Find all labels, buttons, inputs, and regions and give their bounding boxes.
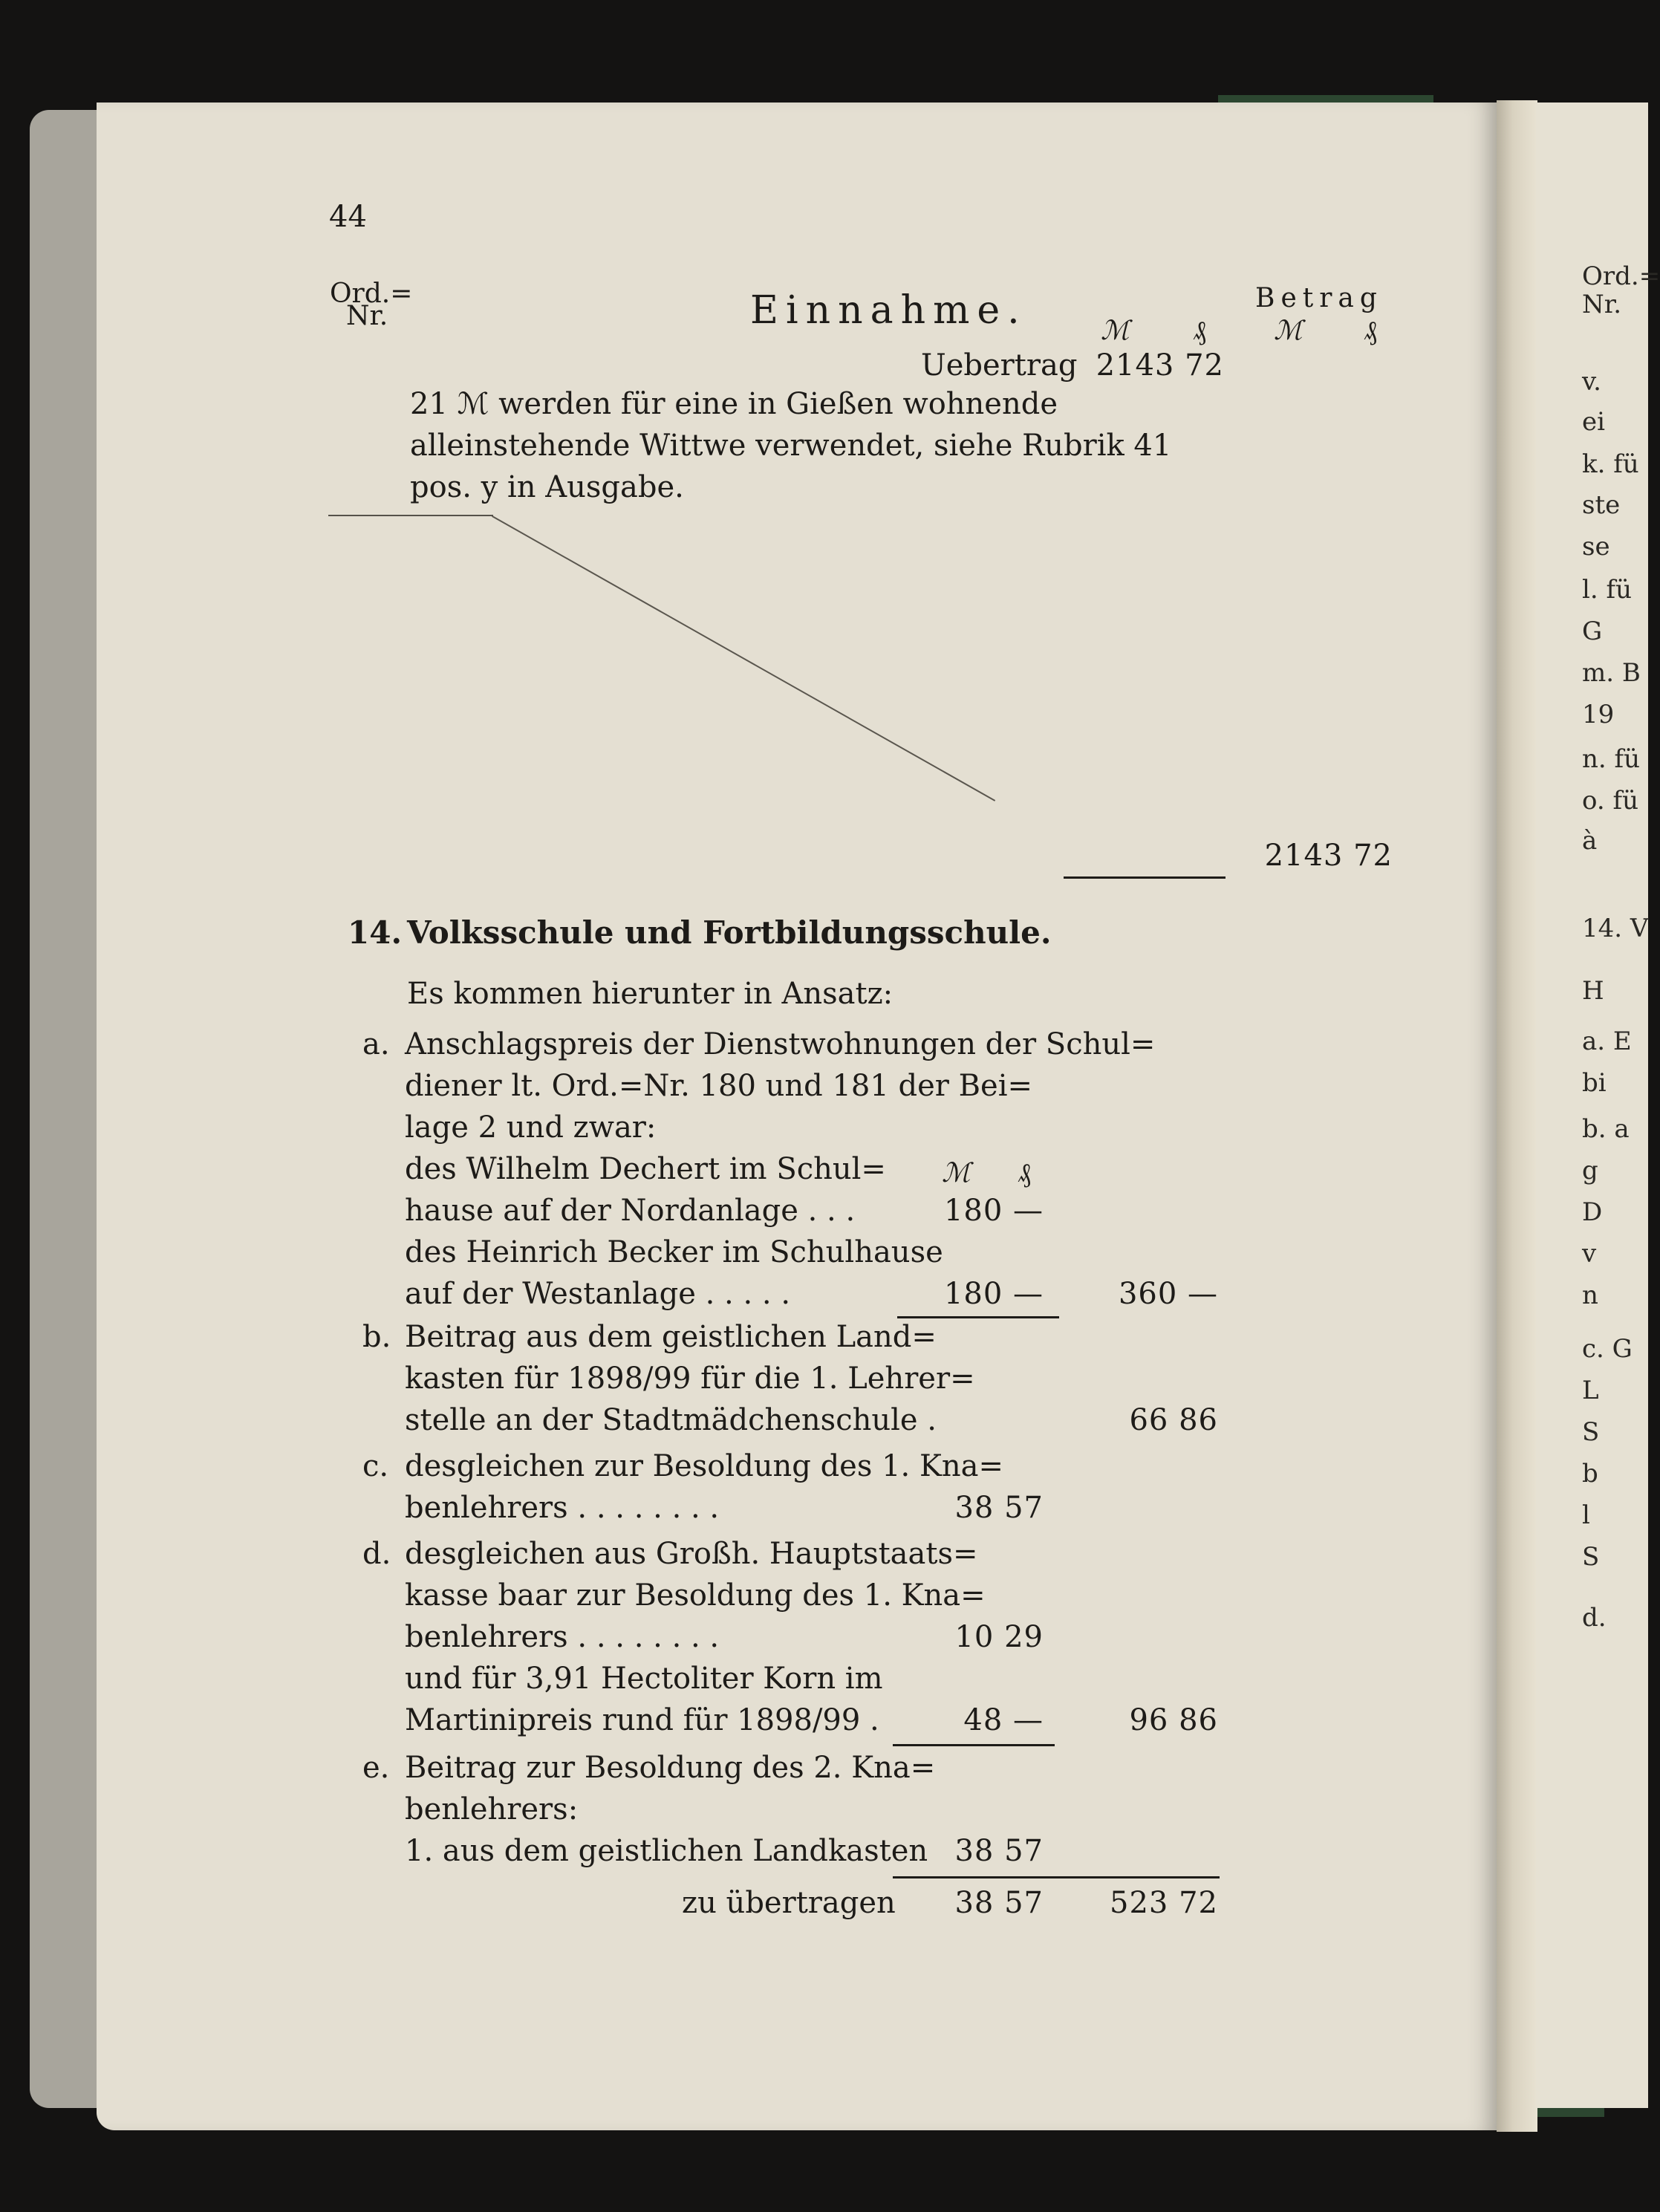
next-page-fragment: v. xyxy=(1582,367,1601,397)
item-e-line: benlehrers: xyxy=(405,1792,579,1826)
next-page-fragment: à xyxy=(1582,826,1598,856)
currency-mark-col2: ℳ xyxy=(1274,316,1303,346)
next-page-fragment: H xyxy=(1582,976,1604,1006)
item-e-sub1-amount: 38 57 xyxy=(954,1834,1044,1868)
sum-rule-carry xyxy=(1064,876,1226,879)
note-line-3: pos. y in Ausgabe. xyxy=(410,470,684,504)
next-page-fragment: o. fü xyxy=(1582,786,1638,816)
next-page-fragment: ste xyxy=(1582,490,1621,520)
section-title: Volksschule und Fortbildungsschule. xyxy=(407,914,1052,951)
next-page-fragment: 14. V xyxy=(1582,914,1649,943)
subtotal-rule-a xyxy=(897,1316,1059,1318)
ord-nr-header-line2: Nr. xyxy=(346,301,388,331)
carry-in-label: Uebertrag xyxy=(921,348,1078,383)
next-page-fragment: d. xyxy=(1582,1603,1607,1633)
carry-out-label: zu übertragen xyxy=(682,1886,896,1920)
page-gutter xyxy=(1497,100,1537,2132)
item-a-line: lage 2 und zwar: xyxy=(405,1110,657,1145)
item-c-line: desgleichen zur Besoldung des 1. Kna= xyxy=(405,1449,1003,1483)
next-page-fragment: l xyxy=(1582,1500,1590,1530)
next-page-fragment: n xyxy=(1582,1281,1598,1310)
section-number: 14. xyxy=(348,914,403,951)
ord-nr-header-line1: Ord.= xyxy=(330,279,413,309)
next-page-fragment: b. a xyxy=(1582,1114,1630,1144)
next-page-fragment: ei xyxy=(1582,407,1605,437)
page-title: Einnahme. xyxy=(750,288,1027,333)
next-page-fragment: bi xyxy=(1582,1068,1607,1098)
next-page-fragment: S xyxy=(1582,1542,1600,1572)
item-d-line: desgleichen aus Großh. Hauptstaats= xyxy=(405,1537,978,1571)
next-page-fragment: a. E xyxy=(1582,1027,1632,1056)
inner-currency-mark: ℳ xyxy=(942,1158,971,1188)
next-page-fragment: g xyxy=(1582,1156,1598,1185)
item-d-extra-amount: 48 — xyxy=(963,1703,1044,1737)
next-page-fragment: Ord.= xyxy=(1582,261,1660,291)
item-d-extra-line: Martinipreis rund für 1898/99 . xyxy=(405,1703,879,1737)
carry-out-sub-amount: 38 57 xyxy=(954,1886,1044,1920)
item-a-total: 360 — xyxy=(1118,1277,1218,1311)
next-page-fragment: S xyxy=(1582,1417,1600,1447)
item-c-line: benlehrers . . . . . . . . xyxy=(405,1491,720,1525)
item-d-line: kasse baar zur Besoldung des 1. Kna= xyxy=(405,1578,986,1613)
item-b-total: 66 86 xyxy=(1129,1403,1218,1437)
item-a-sub1-amount: 180 — xyxy=(943,1194,1044,1228)
item-b-line: Beitrag aus dem geistlichen Land= xyxy=(405,1320,937,1354)
item-e-sub1-label: 1. aus dem geistlichen Landkasten xyxy=(405,1834,928,1868)
item-b-line: stelle an der Stadtmädchenschule . xyxy=(405,1403,937,1437)
item-a-sub1-line: des Wilhelm Dechert im Schul= xyxy=(405,1152,886,1186)
note-line-2: alleinstehende Wittwe verwendet, siehe Rubrik 41 xyxy=(410,429,1172,463)
next-page-fragment: G xyxy=(1582,617,1603,646)
page-number: 44 xyxy=(329,200,367,234)
item-b-letter: b. xyxy=(362,1320,391,1354)
next-page-fragment: v xyxy=(1582,1239,1597,1269)
note-line-1: 21 ℳ werden für eine in Gießen wohnende xyxy=(410,387,1058,421)
next-page-fragment: 19 xyxy=(1582,700,1615,729)
currency-pf-col2: ₰ xyxy=(1364,316,1377,346)
item-a-line: diener lt. Ord.=Nr. 180 und 181 der Bei= xyxy=(405,1069,1032,1103)
next-page-fragment: k. fü xyxy=(1582,449,1639,479)
next-page-fragment: L xyxy=(1582,1376,1599,1405)
carry-out-total: 523 72 xyxy=(1110,1886,1218,1920)
item-d-total: 96 86 xyxy=(1129,1703,1218,1737)
inner-currency-pf: ₰ xyxy=(1018,1158,1031,1188)
item-a-line: Anschlagspreis der Dienstwohnungen der Schul= xyxy=(405,1027,1156,1061)
carry-out-rule xyxy=(893,1876,1220,1878)
item-a-letter: a. xyxy=(362,1027,390,1061)
currency-pf-col1: ₰ xyxy=(1193,316,1206,346)
item-c-amount: 38 57 xyxy=(954,1491,1044,1525)
item-d-amount: 10 29 xyxy=(954,1620,1044,1654)
item-d-extra-line: und für 3,91 Hectoliter Korn im xyxy=(405,1662,883,1696)
carry-in-amount: 2143 72 xyxy=(1096,348,1224,383)
item-a-sub2-line: des Heinrich Becker im Schulhause xyxy=(405,1235,943,1269)
next-page-fragment: m. B xyxy=(1582,658,1641,688)
next-page-fragment: c. G xyxy=(1582,1334,1633,1364)
item-b-line: kasten für 1898/99 für die 1. Lehrer= xyxy=(405,1362,975,1396)
carry-total: 2143 72 xyxy=(1264,839,1393,873)
item-a-sub2-line: auf der Westanlage . . . . . xyxy=(405,1277,791,1311)
item-e-letter: e. xyxy=(362,1751,390,1785)
next-page-fragment: l. fü xyxy=(1582,575,1632,605)
item-e-line: Beitrag zur Besoldung des 2. Kna= xyxy=(405,1751,936,1785)
item-d-letter: d. xyxy=(362,1537,391,1571)
item-c-letter: c. xyxy=(362,1449,389,1483)
next-page-fragment: n. fü xyxy=(1582,744,1640,774)
currency-mark-col1: ℳ xyxy=(1101,316,1130,346)
section-intro: Es kommen hierunter in Ansatz: xyxy=(407,977,894,1011)
next-page-fragment: b xyxy=(1582,1459,1598,1489)
next-page-fragment: D xyxy=(1582,1197,1603,1227)
item-a-sub2-amount: 180 — xyxy=(943,1277,1044,1311)
note-rule xyxy=(328,515,493,516)
item-a-sub1-line: hause auf der Nordanlage . . . xyxy=(405,1194,856,1228)
betrag-header: Betrag xyxy=(1255,283,1383,313)
next-page-fragment: se xyxy=(1582,532,1610,562)
next-page-fragment: Nr. xyxy=(1582,290,1622,319)
subtotal-rule-d xyxy=(893,1744,1055,1746)
item-d-line: benlehrers . . . . . . . . xyxy=(405,1620,720,1654)
right-page-edge xyxy=(1536,103,1660,2108)
